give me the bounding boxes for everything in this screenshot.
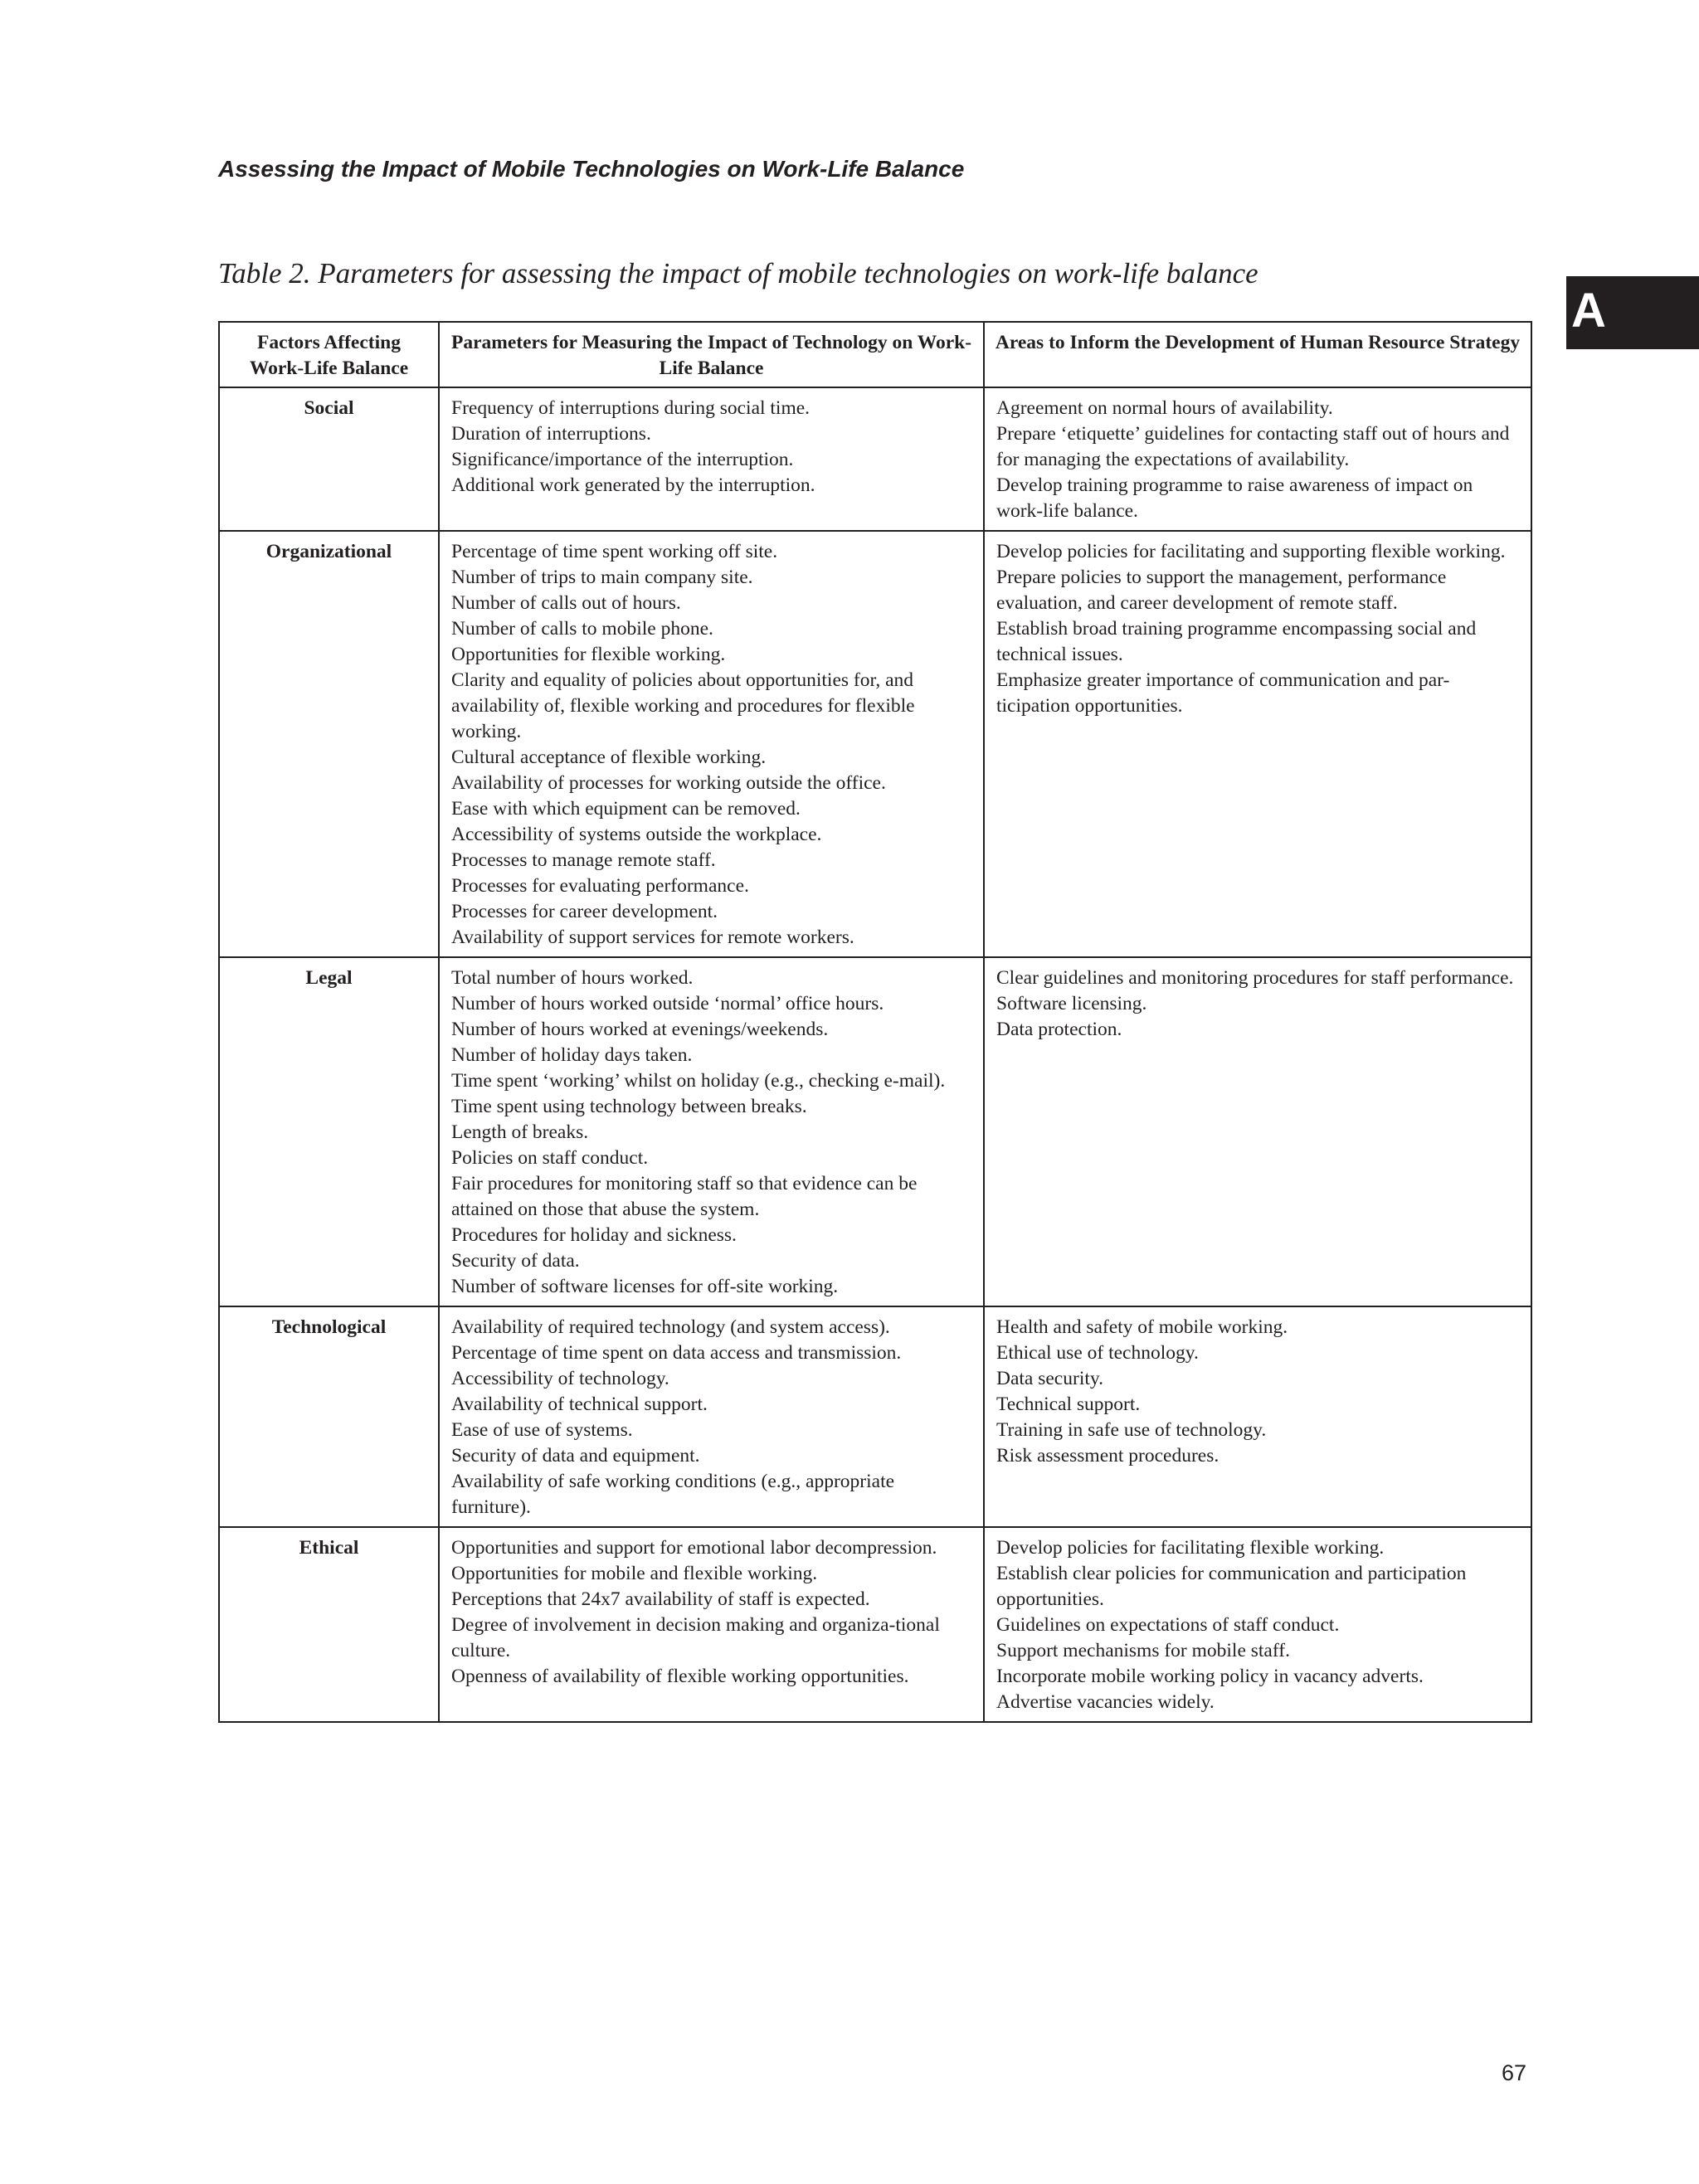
- area-item: Support mechanisms for mobile staff.: [996, 1640, 1290, 1661]
- area-item: Software licensing.: [996, 993, 1147, 1014]
- area-item: Agreement on normal hours of availability.: [996, 397, 1333, 419]
- parameter-item: Percentage of time spent on data access and transmission.: [451, 1342, 902, 1364]
- area-item: Risk assessment procedures.: [996, 1445, 1219, 1467]
- area-item: Clear guidelines and monitoring procedures for staff performance.: [996, 967, 1514, 989]
- factor-cell: Technological: [219, 1306, 439, 1527]
- parameters-cell: [439, 387, 984, 531]
- parameter-item: Procedures for holiday and sickness.: [451, 1224, 737, 1246]
- page-number: 67: [1502, 2060, 1527, 2085]
- parameter-item: Accessibility of technology.: [451, 1368, 669, 1389]
- factor-cell: Legal: [219, 957, 439, 1306]
- parameter-item: Frequency of interruptions during social time.: [451, 397, 811, 419]
- area-item: Emphasize greater importance of communication and par-ticipation opportunities.: [996, 669, 1450, 717]
- area-item: Health and safety of mobile working.: [996, 1316, 1288, 1338]
- parameter-item: Availability of processes for working outside the office.: [451, 772, 886, 794]
- table-row: [219, 387, 1531, 531]
- area-item: Data protection.: [996, 1019, 1122, 1040]
- area-item: Data security.: [996, 1368, 1103, 1389]
- parameter-item: Opportunities and support for emotional labor decompression.: [451, 1537, 937, 1559]
- parameter-item: Security of data and equipment.: [451, 1445, 700, 1467]
- table-body: [219, 387, 1531, 1722]
- table-row: [219, 957, 1531, 1306]
- parameter-item: Policies on staff conduct.: [451, 1147, 649, 1169]
- parameter-item: Openness of availability of flexible working opportunities.: [451, 1666, 909, 1687]
- parameter-item: Availability of technical support.: [451, 1394, 708, 1415]
- table-header-row: [219, 322, 1531, 387]
- area-item: Prepare policies to support the management, performance evaluation, and career development of remote staff.: [996, 567, 1447, 614]
- factor-cell: Social: [219, 387, 439, 531]
- table-row: [219, 531, 1531, 957]
- table-row: [219, 1306, 1531, 1527]
- area-item: Incorporate mobile working policy in vacancy adverts.: [996, 1666, 1424, 1687]
- area-item: Training in safe use of technology.: [996, 1419, 1267, 1441]
- parameter-item: Availability of required technology (and system access).: [451, 1316, 890, 1338]
- parameter-item: Security of data.: [451, 1250, 580, 1272]
- parameter-item: Additional work generated by the interruption.: [451, 474, 815, 496]
- parameter-item: Degree of involvement in decision making and organiza-tional culture.: [451, 1614, 940, 1661]
- header-factors: Factors Affecting Work-Life Balance: [219, 322, 439, 387]
- area-item: Establish broad training programme encompassing social and technical issues.: [996, 618, 1477, 665]
- header-parameters: Parameters for Measuring the Impact of Technology on Work-Life Balance: [439, 322, 984, 387]
- parameters-cell: [439, 1527, 984, 1722]
- parameter-item: Significance/importance of the interruption.: [451, 449, 794, 470]
- parameter-item: Processes to manage remote staff.: [451, 849, 716, 871]
- parameter-item: Number of software licenses for off-site working.: [451, 1276, 839, 1297]
- parameter-item: Time spent using technology between breaks.: [451, 1096, 807, 1117]
- parameter-item: Opportunities for flexible working.: [451, 644, 726, 665]
- area-item: Advertise vacancies widely.: [996, 1691, 1215, 1713]
- parameter-item: Perceptions that 24x7 availability of staff is expected.: [451, 1588, 870, 1610]
- parameter-item: Number of trips to main company site.: [451, 567, 753, 588]
- areas-cell: [984, 387, 1531, 531]
- parameter-item: Accessibility of systems outside the workplace.: [451, 824, 822, 845]
- area-item: Develop policies for facilitating flexible working.: [996, 1537, 1385, 1559]
- parameter-item: Processes for evaluating performance.: [451, 875, 749, 897]
- parameter-item: Percentage of time spent working off site.: [451, 541, 778, 562]
- factor-cell: Organizational: [219, 531, 439, 957]
- parameters-cell: [439, 531, 984, 957]
- parameter-item: Ease with which equipment can be removed.: [451, 798, 801, 820]
- parameter-item: Number of holiday days taken.: [451, 1044, 693, 1066]
- parameter-item: Opportunities for mobile and flexible working.: [451, 1563, 818, 1584]
- area-item: Develop policies for facilitating and supporting flexible working.: [996, 541, 1506, 562]
- area-item: Technical support.: [996, 1394, 1141, 1415]
- parameter-item: Number of hours worked outside ‘normal’ office hours.: [451, 993, 884, 1014]
- parameters-cell: [439, 1306, 984, 1527]
- parameter-item: Availability of safe working conditions (e.g., appropriate furniture).: [451, 1471, 895, 1518]
- parameter-item: Availability of support services for remote workers.: [451, 927, 854, 948]
- parameter-item: Duration of interruptions.: [451, 423, 651, 445]
- parameter-item: Cultural acceptance of flexible working.: [451, 747, 767, 768]
- areas-cell: [984, 1306, 1531, 1527]
- areas-cell: [984, 531, 1531, 957]
- area-item: Establish clear policies for communication and participation opportunities.: [996, 1563, 1467, 1610]
- area-item: Guidelines on expectations of staff conduct.: [996, 1614, 1340, 1636]
- parameter-item: Number of calls to mobile phone.: [451, 618, 713, 640]
- parameter-item: Ease of use of systems.: [451, 1419, 633, 1441]
- header-areas: Areas to Inform the Development of Human Resource Strategy: [984, 322, 1531, 387]
- parameters-table: [218, 321, 1532, 1723]
- area-item: Prepare ‘etiquette’ guidelines for contacting staff out of hours and for managing the expectations of availability.: [996, 423, 1510, 470]
- parameters-cell: [439, 957, 984, 1306]
- table-row: [219, 1527, 1531, 1722]
- areas-cell: [984, 1527, 1531, 1722]
- running-header: Assessing the Impact of Mobile Technologies on Work-Life Balance: [218, 156, 965, 182]
- areas-cell: [984, 957, 1531, 1306]
- parameter-item: Time spent ‘working’ whilst on holiday (e.g., checking e-mail).: [451, 1070, 946, 1092]
- area-item: Develop training programme to raise awareness of impact on work-life balance.: [996, 474, 1473, 522]
- parameter-item: Length of breaks.: [451, 1121, 589, 1143]
- parameter-item: Number of hours worked at evenings/weekends.: [451, 1019, 829, 1040]
- parameter-item: Clarity and equality of policies about opportunities for, and availability of, flexible working and procedures for flexible working.: [451, 669, 915, 742]
- factor-cell: Ethical: [219, 1527, 439, 1722]
- table-caption: Table 2. Parameters for assessing the impact of mobile technologies on work-life balance: [218, 257, 1258, 289]
- parameter-item: Processes for career development.: [451, 901, 718, 922]
- area-item: Ethical use of technology.: [996, 1342, 1199, 1364]
- parameter-item: Number of calls out of hours.: [451, 592, 681, 614]
- parameter-item: Total number of hours worked.: [451, 967, 694, 989]
- section-tab: A: [1566, 276, 1699, 349]
- parameter-item: Fair procedures for monitoring staff so that evidence can be attained on those that abuse the system.: [451, 1173, 918, 1220]
